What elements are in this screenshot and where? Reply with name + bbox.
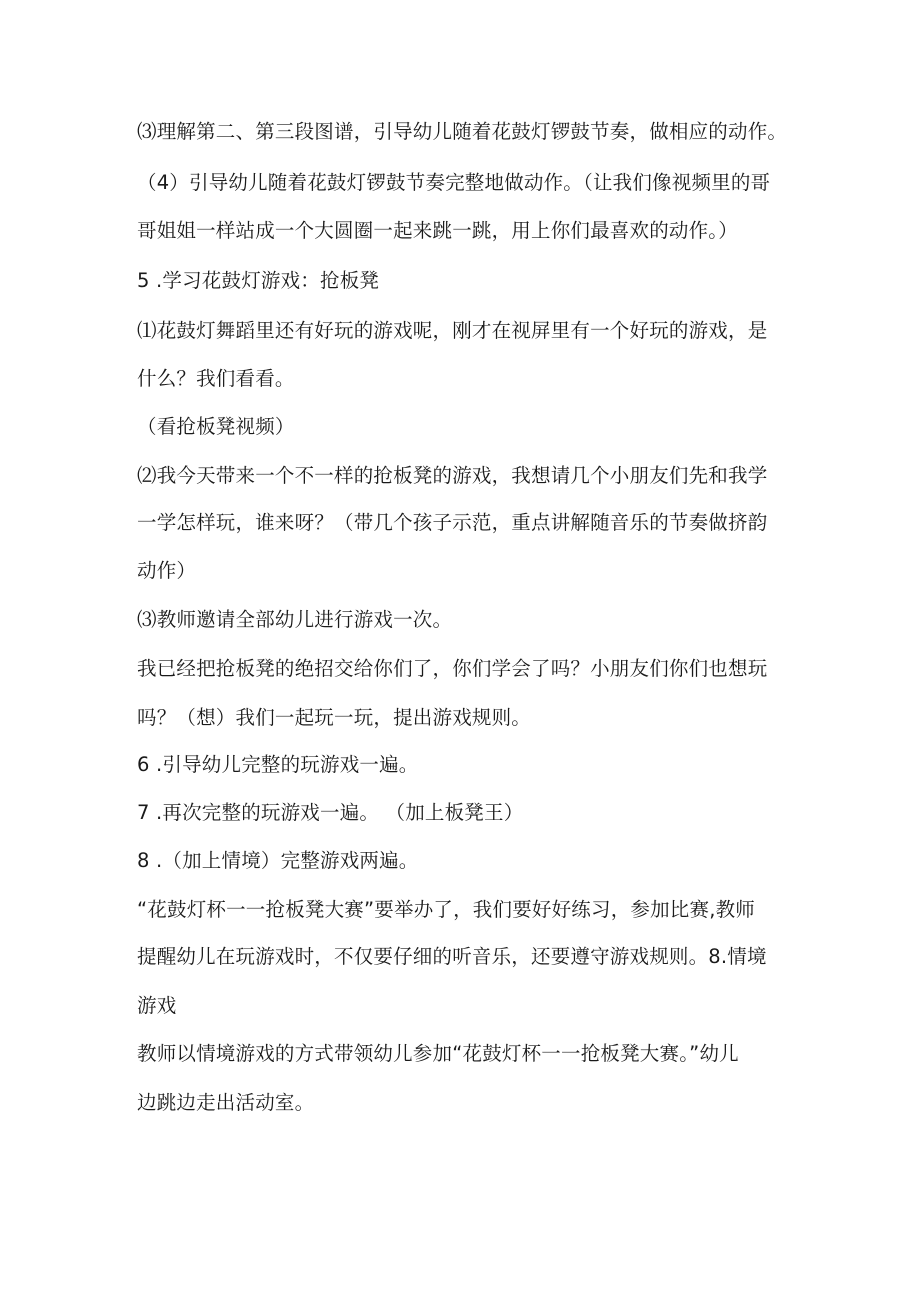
text-line-21: 边跳边走出活动室。	[137, 1091, 315, 1114]
text-line-2: （4）引导幼儿随着花鼓灯锣鼓节奏完整地做动作。（让我们像视频里的哥	[137, 171, 771, 194]
text-line-5: ⑴花鼓灯舞蹈里还有好玩的游戏呢，刚才在视屏里有一个好玩的游戏，是	[137, 319, 768, 342]
text-line-7: （看抢板凳视频）	[137, 415, 295, 438]
text-line-3: 哥姐姐一样站成一个大圆圈一起来跳一跳，用上你们最喜欢的动作。）	[137, 219, 738, 242]
text-line-17: “花鼓灯杯一一抢板凳大赛”要举办了，我们要好好练习，参加比赛,教师	[137, 898, 756, 921]
text-line-16: 8 .（加上情境）完整游戏两遍。	[137, 849, 419, 872]
text-line-19: 游戏	[137, 994, 177, 1017]
text-line-20: 教师以情境游戏的方式带领幼儿参加“花鼓灯杯一一抢板凳大赛。”幼儿	[137, 1042, 739, 1065]
text-line-9: 一学怎样玩，谁来呀？（带几个孩子示范，重点讲解随音乐的节奏做挤韵	[137, 511, 768, 534]
text-line-12: 我已经把抢板凳的绝招交给你们了，你们学会了吗？小朋友们你们也想玩	[137, 657, 768, 680]
text-line-18: 提醒幼儿在玩游戏时，不仅要仔细的听音乐，还要遵守游戏规则。8.情境	[137, 945, 767, 968]
text-line-8: ⑵我今天带来一个不一样的抢板凳的游戏，我想请几个小朋友们先和我学	[137, 464, 768, 487]
text-line-13: 吗？（想）我们一起玩一玩，提出游戏规则。	[137, 706, 532, 729]
text-line-11: ⑶教师邀请全部幼儿进行游戏一次。	[137, 608, 453, 631]
text-line-1: ⑶理解第二、第三段图谱，引导幼儿随着花鼓灯锣鼓节奏，做相应的动作。	[137, 120, 788, 143]
text-line-6: 什么？我们看看。	[137, 367, 295, 390]
text-line-14: 6 .引导幼儿完整的玩游戏一遍。	[137, 753, 419, 776]
text-line-10: 动作）	[137, 559, 197, 582]
text-line-15: 7 .再次完整的玩游戏一遍。 （加上板凳王）	[137, 801, 524, 824]
text-line-4: 5 .学习花鼓灯游戏：抢板凳	[137, 269, 380, 292]
